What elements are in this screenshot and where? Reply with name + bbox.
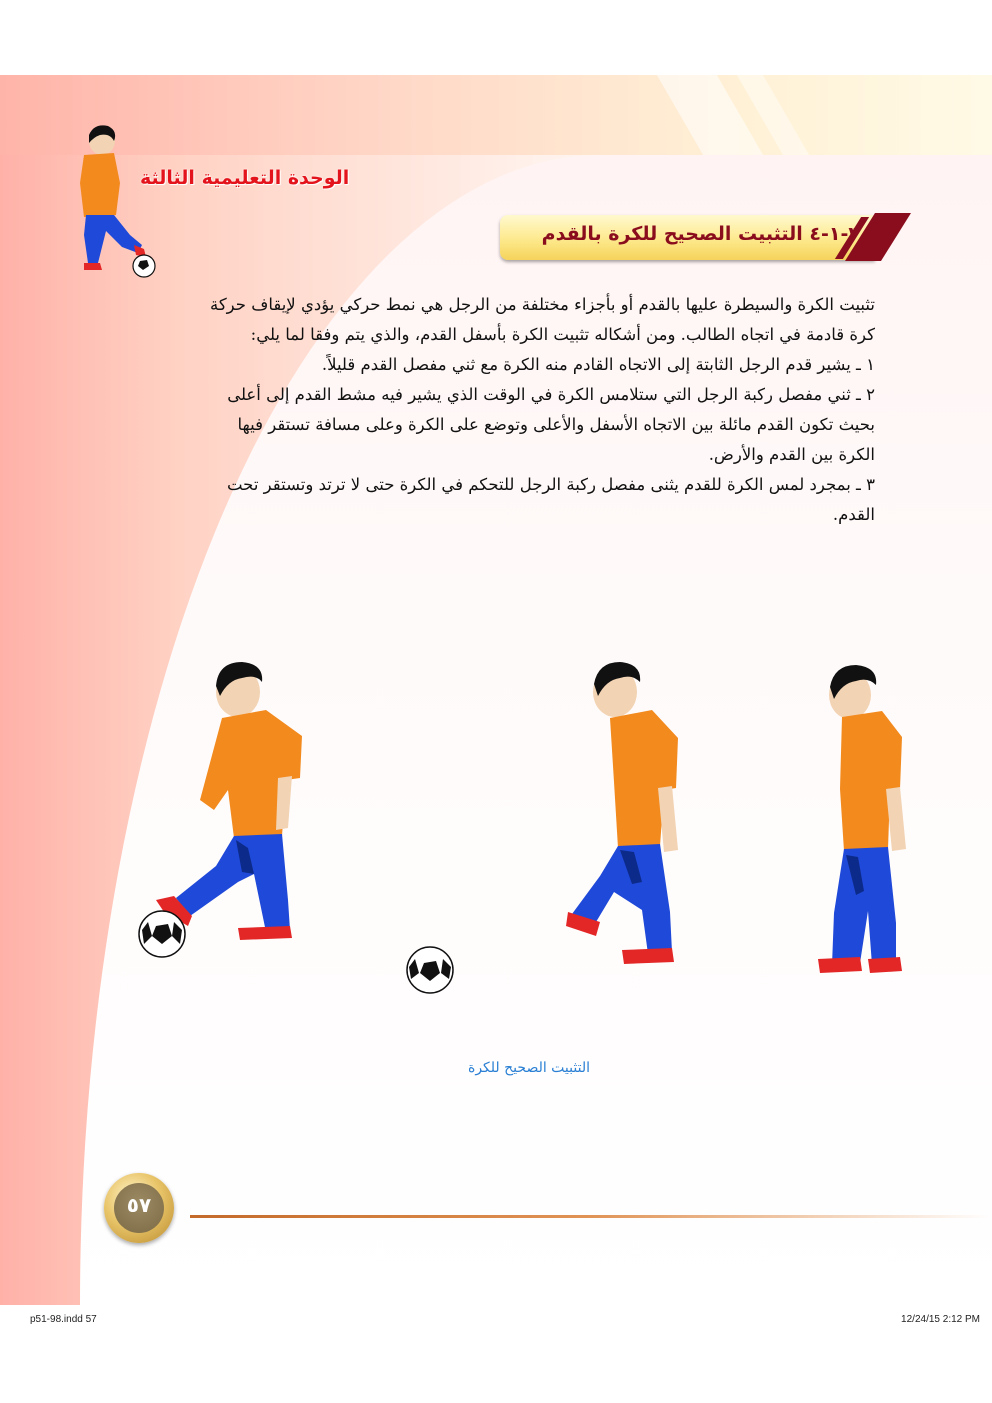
step-2-line: ٢ ـ ثني مفصل ركبة الرجل التي ستلامس الكرة في الوقت الذي يشير فيه مشط القدم إلى أعلى (227, 385, 875, 404)
print-slug-file: p51-98.indd 57 (30, 1314, 97, 1325)
player-corner-icon (70, 123, 165, 278)
soccer-ball (405, 945, 455, 995)
section-title: ٣-١-٤ التثبيت الصحيح للكرة بالقدم (541, 223, 860, 245)
page-background (0, 75, 992, 1305)
footer-divider (190, 1215, 992, 1218)
page-number: ٥٧ (126, 1193, 152, 1217)
body-text (130, 290, 875, 530)
step-3-line: القدم. (832, 505, 875, 524)
illustration-pose-standing (810, 665, 920, 985)
step-1: ١ ـ يشير قدم الرجل الثابتة إلى الاتجاه القادم منه الكرة مع ثني مفصل القدم قليلاً. (321, 355, 875, 374)
illustration-pose-trapping (130, 660, 320, 990)
illustration-pose-lifting (560, 660, 700, 980)
step-2-line: الكرة بين القدم والأرض. (708, 445, 875, 464)
intro-line: تثبيت الكرة والسيطرة عليها بالقدم أو بأجزاء مختلفة من الرجل هي نمط حركي يؤدي لإيقاف حركة (209, 295, 875, 314)
figure-caption: التثبيت الصحيح للكرة (468, 1060, 590, 1076)
step-3-line: ٣ ـ بمجرد لمس الكرة للقدم يثنى مفصل ركبة الرجل للتحكم في الكرة حتى لا ترتد وتستقر تحت (226, 475, 875, 494)
intro-line: كرة قادمة في اتجاه الطالب. ومن أشكاله تثبيت الكرة بأسفل القدم، والذي يتم وفقا لما يلي: (250, 325, 875, 344)
unit-title: الوحدة التعليمية الثالثة (140, 167, 350, 189)
step-2-line: بحيث تكون القدم مائلة بين الاتجاه الأسفل والأعلى وتوضع على الكرة وعلى مسافة تستقر فيها (237, 415, 875, 434)
print-slug-date: 12/24/15 2:12 PM (901, 1314, 980, 1325)
